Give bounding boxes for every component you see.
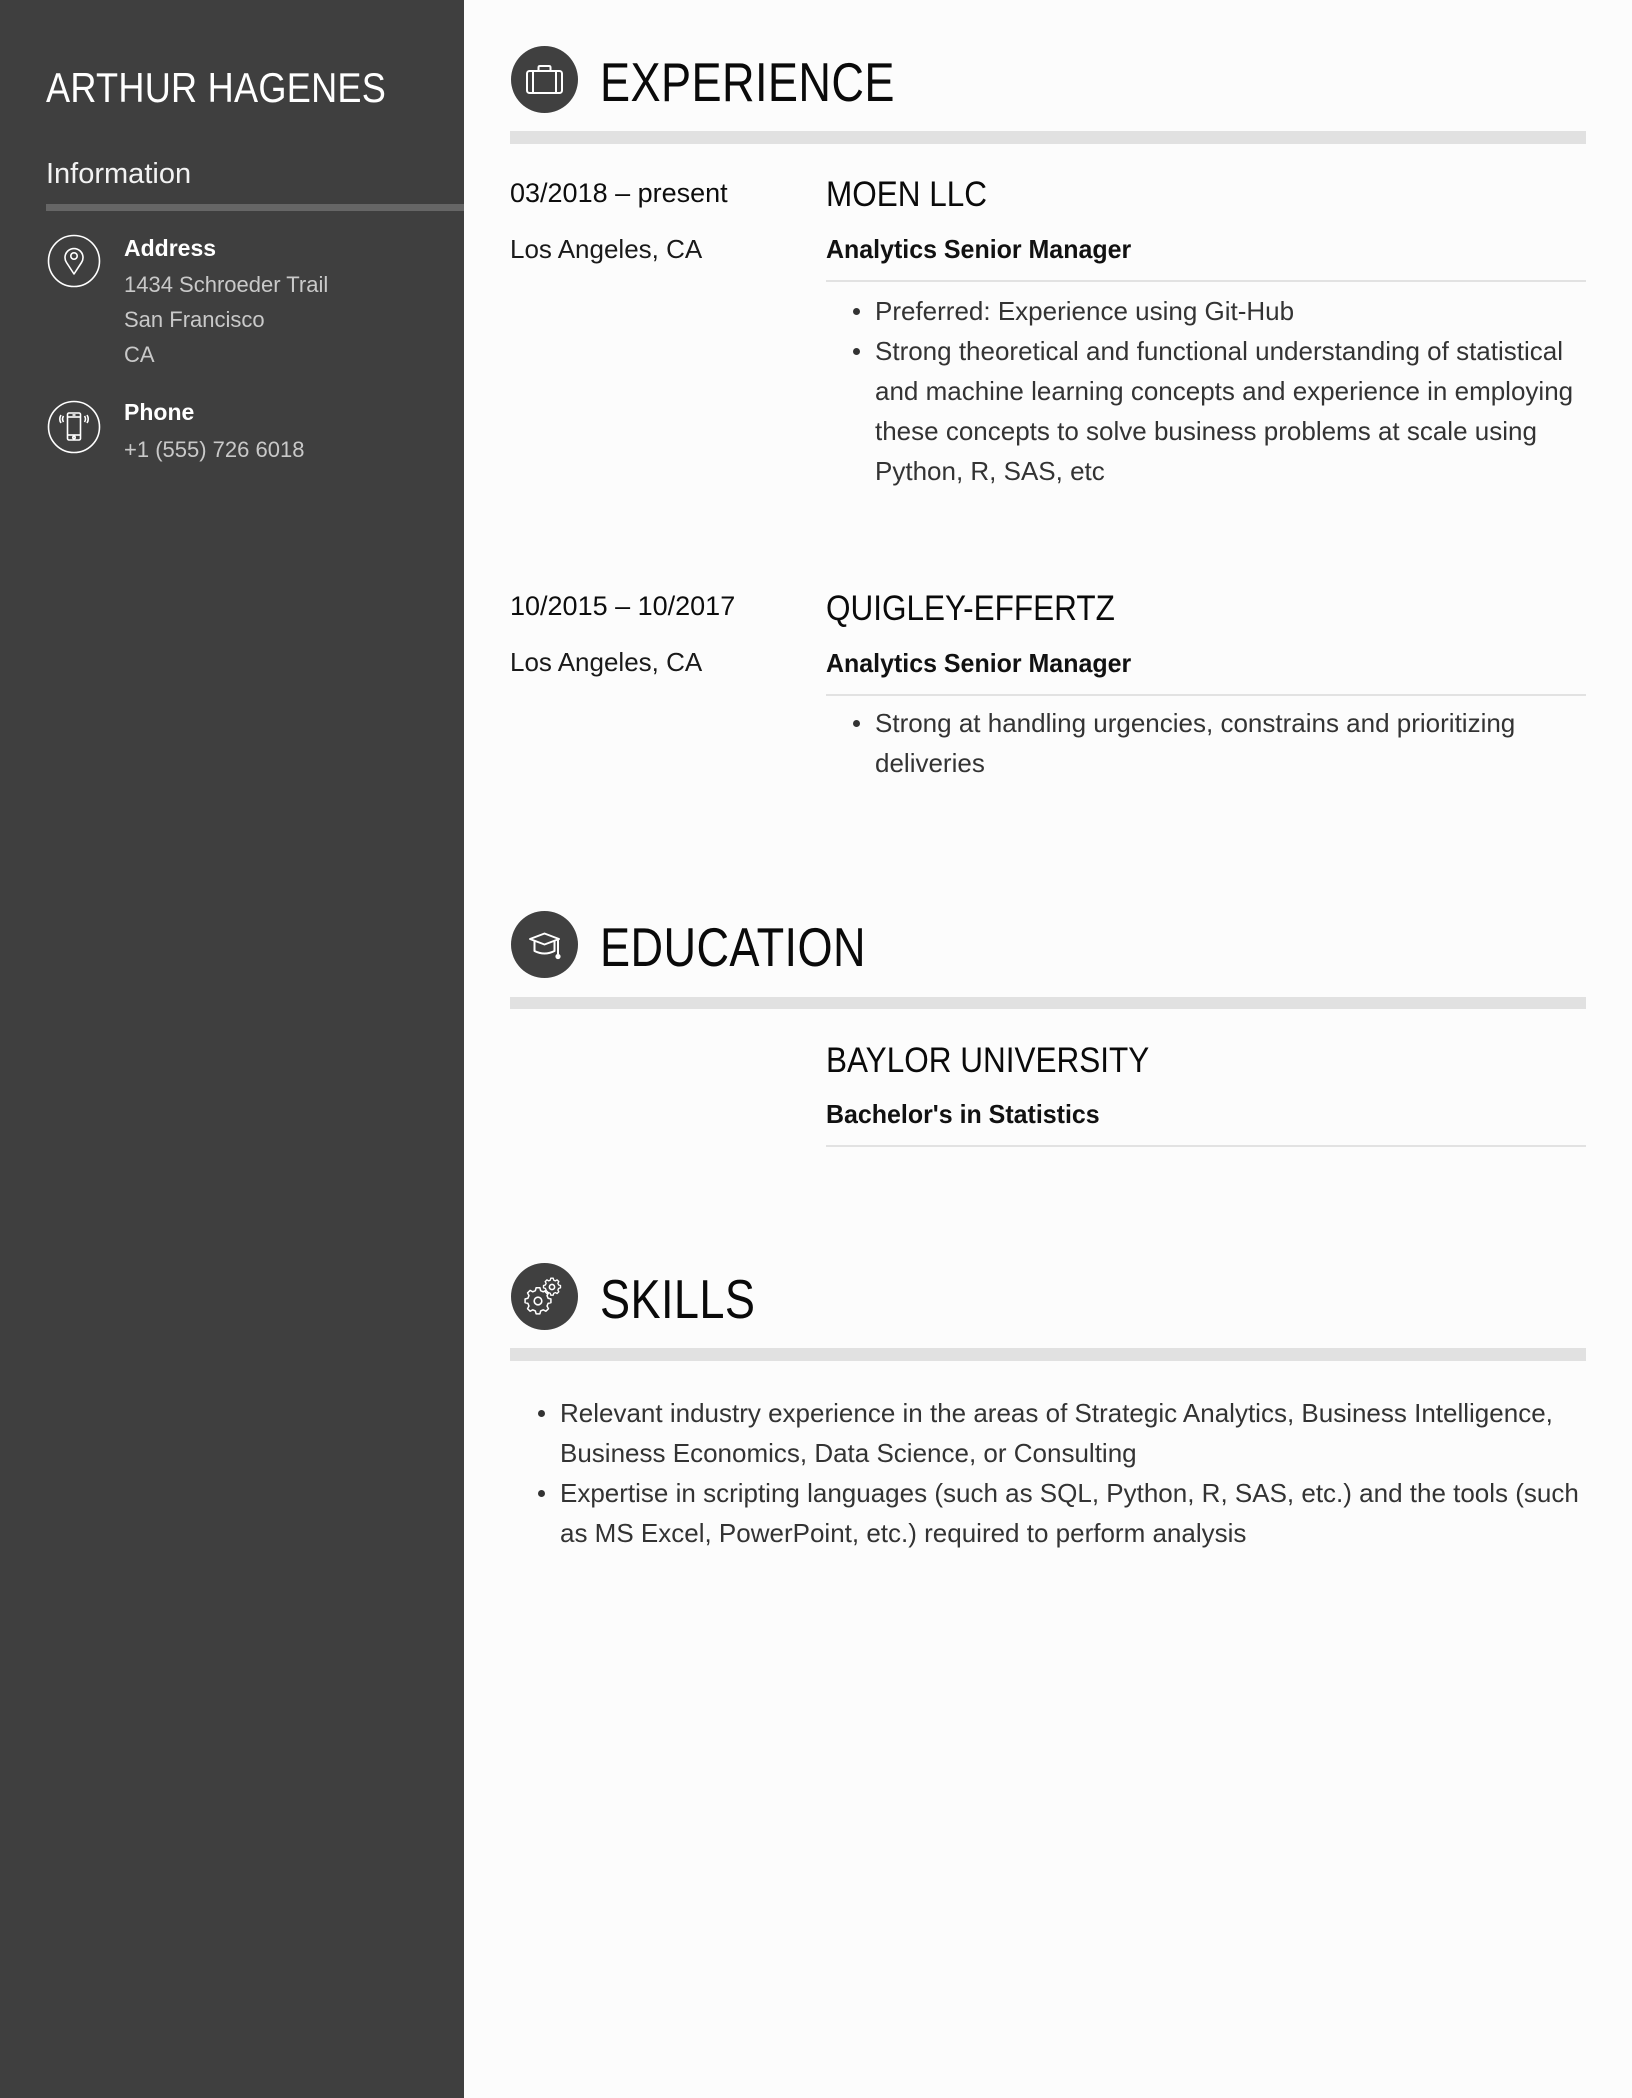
- section-divider: [510, 131, 1586, 144]
- section-divider: [510, 997, 1586, 1009]
- job-dates: 03/2018 – present: [510, 178, 728, 208]
- briefcase-icon: [511, 46, 578, 113]
- job-bullet: Strong theoretical and functional understanding of statistical and machine learning concepts and experience in employing these concepts to solve business problems at scale using Python, R, SAS, etc: [875, 331, 1586, 491]
- job-company: QUIGLEY-EFFERTZ: [826, 589, 1115, 628]
- skill-item: Relevant industry experience in the areas of Strategic Analytics, Business Intelligence, Business Economics, Data Science, or Consulting: [560, 1393, 1586, 1473]
- job-bullet: Strong at handling urgencies, constrains and prioritizing deliveries: [875, 703, 1586, 783]
- skill-item: Expertise in scripting languages (such as SQL, Python, R, SAS, etc.) and the tools (such as MS Excel, PowerPoint, etc.) required to perform analysis: [560, 1473, 1586, 1553]
- gears-icon: [511, 1263, 578, 1330]
- address-label: Address: [124, 235, 217, 261]
- location-pin-icon: [47, 234, 101, 288]
- job-role: Analytics Senior Manager: [826, 234, 1132, 264]
- job-bullet: Preferred: Experience using Git-Hub: [875, 291, 1586, 331]
- section-divider: [510, 1348, 1586, 1361]
- job-role: Analytics Senior Manager: [826, 648, 1132, 678]
- section-title-skills: SKILLS: [600, 1268, 756, 1330]
- job-company: MOEN LLC: [826, 175, 988, 214]
- information-heading: Information: [46, 158, 192, 190]
- section-title-experience: EXPERIENCE: [600, 51, 895, 113]
- address-line: 1434 Schroeder Trail: [124, 272, 329, 297]
- job-divider: [826, 694, 1586, 696]
- address-value: [124, 267, 328, 372]
- section-title-education: EDUCATION: [600, 916, 866, 978]
- phone-label: Phone: [124, 399, 195, 425]
- address-line: CA: [124, 342, 155, 367]
- education-divider: [826, 1145, 1586, 1147]
- job-location: Los Angeles, CA: [510, 647, 703, 677]
- skills-list: [560, 1393, 1586, 1553]
- phone-number: +1 (555) 726 6018: [124, 437, 305, 462]
- information-divider: [46, 204, 464, 211]
- job-bullets: [875, 291, 1586, 491]
- phone-icon: [47, 400, 101, 454]
- school-name: BAYLOR UNIVERSITY: [826, 1041, 1150, 1080]
- graduation-cap-icon: [511, 911, 578, 978]
- job-dates: 10/2015 – 10/2017: [510, 591, 736, 621]
- address-line: San Francisco: [124, 307, 265, 332]
- phone-value: [124, 432, 304, 467]
- candidate-name: ARTHUR HAGENES: [46, 64, 387, 111]
- job-location: Los Angeles, CA: [510, 234, 703, 264]
- sidebar: [0, 0, 464, 2098]
- job-divider: [826, 280, 1586, 282]
- job-bullets: [875, 703, 1586, 783]
- degree: Bachelor's in Statistics: [826, 1099, 1100, 1129]
